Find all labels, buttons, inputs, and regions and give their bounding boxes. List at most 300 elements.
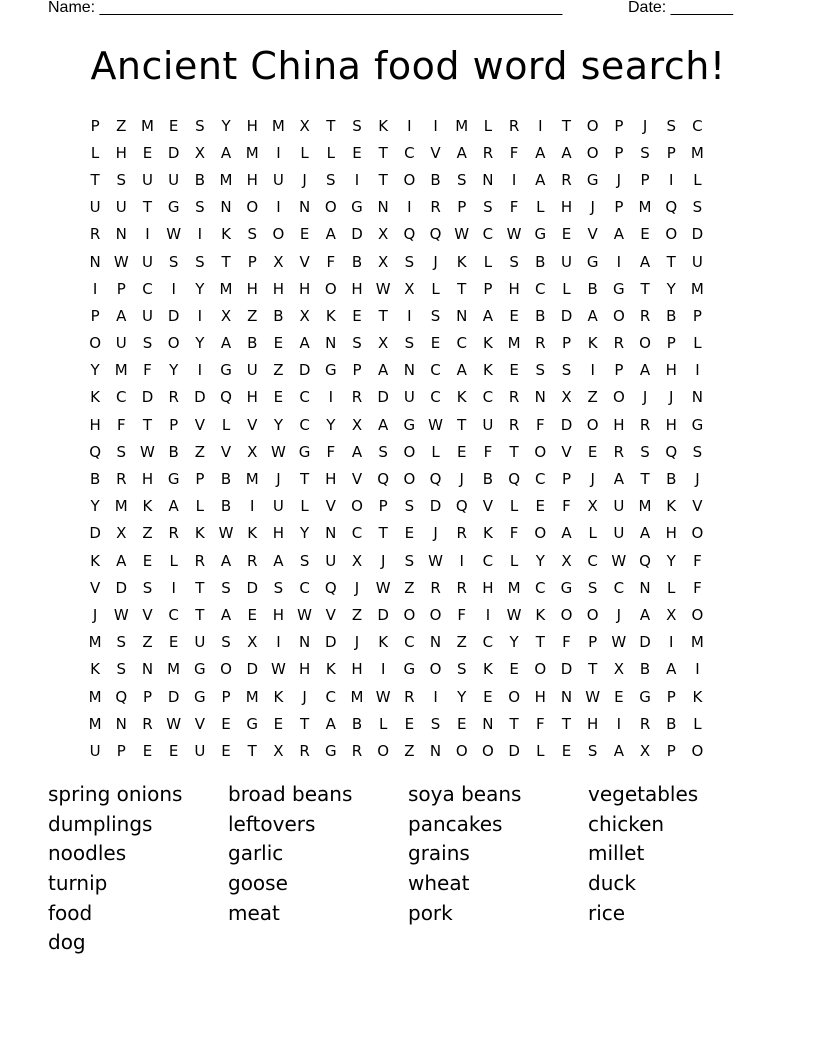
grid-letter[interactable]: T	[142, 415, 153, 434]
grid-letter[interactable]: H	[482, 578, 494, 597]
grid-letter[interactable]: S	[326, 170, 336, 189]
grid-letter[interactable]: M	[507, 334, 521, 353]
grid-letter[interactable]: Z	[194, 442, 205, 461]
grid-letter[interactable]: O	[691, 741, 704, 760]
grid-letter[interactable]: I	[354, 170, 360, 189]
grid-letter[interactable]: N	[456, 306, 468, 325]
grid-letter[interactable]: G	[586, 170, 599, 189]
grid-letter[interactable]: M	[690, 633, 704, 652]
grid-letter[interactable]: B	[535, 252, 546, 271]
grid-letter[interactable]: E	[352, 306, 362, 325]
grid-letter[interactable]: V	[194, 714, 205, 733]
grid-letter[interactable]: E	[483, 687, 493, 706]
grid-letter[interactable]: X	[299, 116, 310, 135]
grid-letter[interactable]: Z	[404, 741, 415, 760]
grid-letter[interactable]: T	[378, 306, 388, 325]
grid-letter[interactable]: K	[456, 388, 467, 407]
grid-letter[interactable]: P	[561, 334, 571, 353]
grid-letter[interactable]: D	[89, 524, 101, 543]
grid-letter[interactable]: W	[375, 578, 391, 597]
grid-letter[interactable]: H	[141, 470, 154, 489]
grid-letter[interactable]: U	[194, 633, 206, 652]
grid-letter[interactable]: M	[219, 279, 233, 298]
grid-letter[interactable]: C	[535, 279, 546, 298]
grid-letter[interactable]: N	[482, 170, 494, 189]
grid-letter[interactable]: R	[639, 415, 651, 434]
grid-letter[interactable]: F	[509, 143, 519, 162]
grid-letter[interactable]: G	[534, 225, 547, 244]
grid-letter[interactable]: O	[455, 741, 468, 760]
grid-letter[interactable]: R	[508, 415, 520, 434]
grid-letter[interactable]: R	[535, 334, 546, 353]
grid-letter[interactable]: P	[483, 279, 493, 298]
grid-letter[interactable]: T	[588, 660, 598, 679]
grid-letter[interactable]: P	[90, 306, 100, 325]
grid-letter[interactable]: B	[89, 470, 101, 489]
grid-letter[interactable]: F	[509, 524, 519, 543]
grid-letter[interactable]: A	[666, 660, 677, 679]
grid-letter[interactable]: X	[351, 551, 363, 570]
grid-letter[interactable]: C	[299, 578, 310, 597]
grid-letter[interactable]: O	[586, 116, 599, 135]
grid-letter[interactable]: C	[613, 578, 625, 597]
grid-letter[interactable]: Q	[429, 470, 442, 489]
grid-letter[interactable]: W	[428, 551, 443, 570]
grid-letter[interactable]: S	[509, 252, 519, 271]
grid-letter[interactable]: S	[247, 225, 257, 244]
grid-letter[interactable]: U	[325, 551, 337, 570]
grid-letter[interactable]: P	[614, 116, 624, 135]
grid-letter[interactable]: R	[613, 442, 625, 461]
grid-letter[interactable]: S	[404, 551, 415, 570]
grid-letter[interactable]: B	[666, 470, 677, 489]
grid-letter[interactable]: T	[509, 714, 519, 733]
grid-letter[interactable]: T	[326, 116, 336, 135]
grid-letter[interactable]: W	[585, 687, 601, 706]
grid-letter[interactable]: A	[639, 252, 651, 271]
grid-letter[interactable]: B	[482, 470, 494, 489]
grid-letter[interactable]: X	[587, 497, 598, 516]
grid-letter[interactable]: A	[535, 143, 546, 162]
grid-letter[interactable]: F	[509, 198, 519, 217]
grid-letter[interactable]: N	[560, 687, 573, 706]
grid-letter[interactable]: G	[639, 687, 651, 706]
grid-letter[interactable]: K	[325, 306, 336, 325]
grid-letter[interactable]: D	[508, 741, 520, 760]
grid-letter[interactable]: N	[403, 361, 415, 380]
grid-letter[interactable]: D	[246, 660, 258, 679]
grid-letter[interactable]: R	[404, 687, 415, 706]
grid-letter[interactable]: V	[587, 225, 598, 244]
grid-letter[interactable]: L	[483, 252, 493, 271]
grid-letter[interactable]: A	[116, 306, 127, 325]
grid-letter[interactable]: E	[168, 741, 179, 760]
grid-letter[interactable]: E	[299, 225, 310, 244]
grid-letter[interactable]: I	[695, 660, 700, 679]
grid-letter[interactable]: B	[168, 442, 179, 461]
grid-letter[interactable]: O	[324, 279, 337, 298]
grid-letter[interactable]: V	[89, 578, 101, 597]
grid-letter[interactable]: M	[245, 687, 259, 706]
grid-letter[interactable]: P	[588, 633, 598, 652]
grid-letter[interactable]: E	[142, 741, 153, 760]
grid-letter[interactable]: V	[482, 497, 494, 516]
grid-letter[interactable]: X	[378, 225, 389, 244]
grid-letter[interactable]: L	[169, 551, 178, 570]
grid-letter[interactable]: J	[590, 198, 595, 217]
grid-letter[interactable]: E	[273, 388, 284, 407]
grid-letter[interactable]: D	[141, 388, 154, 407]
grid-letter[interactable]: Z	[404, 578, 415, 597]
grid-letter[interactable]: F	[535, 415, 545, 434]
grid-letter[interactable]: A	[273, 551, 284, 570]
grid-letter[interactable]: O	[665, 225, 678, 244]
grid-letter[interactable]: D	[167, 143, 180, 162]
grid-letter[interactable]: K	[142, 497, 153, 516]
grid-letter[interactable]: X	[220, 306, 232, 325]
grid-letter[interactable]: F	[116, 415, 126, 434]
grid-letter[interactable]: Y	[90, 497, 100, 516]
grid-letter[interactable]: Z	[142, 633, 153, 652]
grid-letter[interactable]: Z	[142, 524, 153, 543]
grid-letter[interactable]: V	[430, 143, 441, 162]
grid-letter[interactable]: S	[666, 116, 676, 135]
grid-letter[interactable]: M	[167, 660, 181, 679]
grid-letter[interactable]: E	[430, 334, 441, 353]
grid-letter[interactable]: S	[587, 578, 598, 597]
grid-letter[interactable]: N	[298, 198, 311, 217]
grid-letter[interactable]: K	[456, 252, 467, 271]
grid-letter[interactable]: J	[642, 116, 648, 135]
grid-letter[interactable]: M	[245, 470, 259, 489]
grid-letter[interactable]: S	[142, 334, 153, 353]
grid-letter[interactable]: Z	[587, 388, 598, 407]
grid-letter[interactable]: H	[560, 198, 573, 217]
grid-letter[interactable]: A	[456, 361, 467, 380]
grid-letter[interactable]: B	[666, 714, 677, 733]
grid-letter[interactable]: C	[482, 633, 494, 652]
grid-letter[interactable]: D	[325, 633, 337, 652]
grid-letter[interactable]: T	[457, 279, 467, 298]
grid-letter[interactable]: M	[219, 170, 233, 189]
grid-letter[interactable]: P	[247, 252, 257, 271]
grid-letter[interactable]: F	[693, 551, 702, 570]
grid-letter[interactable]: X	[247, 633, 258, 652]
grid-letter[interactable]: L	[562, 279, 571, 298]
grid-letter[interactable]: L	[431, 279, 440, 298]
grid-letter[interactable]: H	[351, 279, 363, 298]
grid-letter[interactable]: E	[456, 442, 467, 461]
grid-letter[interactable]: C	[482, 225, 494, 244]
grid-letter[interactable]: W	[140, 442, 155, 461]
grid-letter[interactable]: I	[485, 605, 491, 624]
grid-letter[interactable]: L	[300, 143, 309, 162]
grid-letter[interactable]: C	[142, 279, 153, 298]
grid-letter[interactable]: M	[245, 143, 259, 162]
grid-letter[interactable]: F	[483, 442, 493, 461]
grid-letter[interactable]: H	[298, 660, 311, 679]
grid-letter[interactable]: U	[560, 252, 572, 271]
grid-letter[interactable]: C	[404, 143, 415, 162]
grid-letter[interactable]: Y	[666, 551, 676, 570]
grid-letter[interactable]: W	[297, 605, 313, 624]
grid-letter[interactable]: I	[197, 225, 203, 244]
grid-letter[interactable]: E	[273, 334, 284, 353]
grid-letter[interactable]: A	[613, 741, 624, 760]
grid-letter[interactable]: E	[509, 361, 519, 380]
grid-letter[interactable]: O	[691, 605, 704, 624]
grid-letter[interactable]: L	[667, 578, 676, 597]
grid-letter[interactable]: V	[692, 497, 703, 516]
grid-letter[interactable]: J	[433, 252, 438, 271]
grid-letter[interactable]: T	[509, 442, 519, 461]
grid-letter[interactable]: I	[197, 361, 203, 380]
grid-letter[interactable]: R	[351, 741, 363, 760]
grid-letter[interactable]: S	[692, 198, 703, 217]
grid-letter[interactable]: H	[246, 170, 258, 189]
grid-letter[interactable]: X	[378, 334, 389, 353]
grid-letter[interactable]: Z	[247, 306, 258, 325]
grid-letter[interactable]: J	[354, 578, 360, 597]
grid-letter[interactable]: R	[247, 551, 258, 570]
grid-letter[interactable]: M	[271, 116, 285, 135]
grid-letter[interactable]: D	[429, 497, 442, 516]
grid-letter[interactable]: X	[404, 279, 415, 298]
grid-letter[interactable]: X	[299, 306, 310, 325]
grid-letter[interactable]: L	[693, 714, 702, 733]
grid-letter[interactable]: I	[407, 116, 412, 135]
grid-letter[interactable]: F	[326, 252, 336, 271]
grid-letter[interactable]: I	[669, 633, 674, 652]
grid-letter[interactable]: R	[430, 198, 441, 217]
grid-letter[interactable]: S	[221, 633, 231, 652]
grid-letter[interactable]: G	[167, 198, 180, 217]
grid-letter[interactable]: E	[561, 741, 572, 760]
grid-letter[interactable]: U	[246, 361, 258, 380]
grid-letter[interactable]: R	[508, 388, 520, 407]
grid-letter[interactable]: F	[326, 442, 336, 461]
grid-letter[interactable]: R	[142, 714, 153, 733]
grid-letter[interactable]: O	[89, 334, 101, 353]
grid-letter[interactable]: D	[246, 578, 258, 597]
grid-letter[interactable]: D	[194, 388, 206, 407]
grid-letter[interactable]: S	[640, 442, 650, 461]
grid-letter[interactable]: Y	[666, 279, 676, 298]
grid-letter[interactable]: I	[171, 578, 176, 597]
grid-letter[interactable]: I	[145, 225, 150, 244]
grid-letter[interactable]: I	[276, 143, 281, 162]
grid-letter[interactable]: U	[613, 497, 625, 516]
grid-letter[interactable]: D	[560, 306, 573, 325]
grid-letter[interactable]: A	[220, 143, 232, 162]
grid-letter[interactable]: U	[613, 524, 625, 543]
grid-letter[interactable]: J	[302, 687, 307, 706]
grid-letter[interactable]: J	[616, 605, 622, 624]
grid-letter[interactable]: N	[691, 388, 704, 407]
grid-letter[interactable]: I	[276, 198, 281, 217]
grid-letter[interactable]: Q	[89, 442, 101, 461]
grid-letter[interactable]: O	[482, 741, 494, 760]
grid-letter[interactable]: G	[691, 415, 704, 434]
grid-letter[interactable]: Q	[220, 388, 232, 407]
grid-letter[interactable]: M	[507, 578, 521, 597]
grid-letter[interactable]: O	[403, 442, 416, 461]
grid-letter[interactable]: V	[194, 415, 205, 434]
grid-letter[interactable]: R	[168, 388, 179, 407]
grid-letter[interactable]: T	[640, 470, 650, 489]
grid-letter[interactable]: D	[115, 578, 128, 597]
grid-letter[interactable]: D	[377, 605, 389, 624]
grid-letter[interactable]: J	[302, 170, 307, 189]
grid-letter[interactable]: W	[218, 524, 234, 543]
grid-letter[interactable]: W	[375, 687, 391, 706]
grid-letter[interactable]: N	[141, 660, 154, 679]
grid-letter[interactable]: W	[166, 714, 182, 733]
grid-letter[interactable]: T	[561, 116, 572, 135]
grid-letter[interactable]: S	[195, 116, 205, 135]
grid-letter[interactable]: T	[457, 415, 467, 434]
grid-letter[interactable]: Q	[324, 578, 337, 597]
grid-letter[interactable]: D	[560, 415, 573, 434]
grid-letter[interactable]: X	[273, 741, 284, 760]
grid-letter[interactable]: O	[560, 605, 573, 624]
grid-letter[interactable]: S	[561, 361, 572, 380]
grid-letter[interactable]: A	[482, 306, 494, 325]
grid-letter[interactable]: R	[456, 578, 467, 597]
grid-letter[interactable]: G	[298, 442, 311, 461]
grid-letter[interactable]: M	[455, 116, 469, 135]
grid-letter[interactable]: L	[221, 415, 231, 434]
grid-letter[interactable]: H	[351, 660, 363, 679]
grid-letter[interactable]: Q	[665, 442, 678, 461]
grid-letter[interactable]: N	[115, 225, 127, 244]
grid-letter[interactable]: A	[587, 306, 598, 325]
grid-letter[interactable]: Z	[456, 633, 467, 652]
grid-letter[interactable]: A	[378, 415, 389, 434]
grid-letter[interactable]: S	[116, 660, 127, 679]
grid-letter[interactable]: L	[326, 143, 335, 162]
grid-letter[interactable]: U	[89, 741, 101, 760]
grid-letter[interactable]: U	[691, 252, 703, 271]
grid-letter[interactable]: Y	[300, 524, 310, 543]
grid-letter[interactable]: P	[561, 470, 571, 489]
grid-letter[interactable]: H	[272, 524, 285, 543]
grid-letter[interactable]: A	[613, 470, 624, 489]
grid-letter[interactable]: W	[428, 415, 443, 434]
grid-letter[interactable]: H	[272, 605, 285, 624]
grid-letter[interactable]: L	[536, 198, 545, 217]
grid-letter[interactable]: O	[403, 605, 416, 624]
grid-letter[interactable]: B	[430, 170, 441, 189]
grid-letter[interactable]: K	[692, 687, 703, 706]
grid-letter[interactable]: E	[640, 225, 650, 244]
grid-letter[interactable]: N	[220, 198, 232, 217]
grid-letter[interactable]: S	[535, 361, 546, 380]
grid-letter[interactable]: N	[482, 714, 494, 733]
grid-letter[interactable]: O	[403, 170, 416, 189]
grid-letter[interactable]: O	[586, 143, 599, 162]
grid-letter[interactable]: C	[430, 388, 441, 407]
grid-letter[interactable]: K	[378, 633, 389, 652]
grid-letter[interactable]: O	[534, 442, 547, 461]
grid-letter[interactable]: E	[221, 714, 231, 733]
grid-letter[interactable]: I	[197, 306, 203, 325]
grid-letter[interactable]: W	[454, 225, 470, 244]
grid-letter[interactable]: S	[430, 714, 441, 733]
grid-letter[interactable]: H	[246, 116, 258, 135]
grid-letter[interactable]: E	[142, 551, 153, 570]
grid-letter[interactable]: O	[586, 605, 599, 624]
grid-letter[interactable]: U	[272, 497, 284, 516]
grid-letter[interactable]: P	[666, 334, 676, 353]
grid-letter[interactable]: H	[272, 279, 285, 298]
grid-letter[interactable]: I	[380, 660, 386, 679]
grid-letter[interactable]: X	[351, 415, 363, 434]
grid-letter[interactable]: J	[433, 524, 438, 543]
grid-letter[interactable]: C	[535, 470, 546, 489]
grid-letter[interactable]: H	[89, 415, 101, 434]
grid-letter[interactable]: B	[351, 252, 363, 271]
grid-letter[interactable]: K	[325, 660, 336, 679]
grid-letter[interactable]: G	[220, 361, 232, 380]
grid-letter[interactable]: B	[247, 334, 258, 353]
grid-letter[interactable]: G	[194, 660, 206, 679]
grid-letter[interactable]: L	[693, 170, 702, 189]
grid-letter[interactable]: S	[195, 252, 205, 271]
grid-letter[interactable]: Y	[273, 415, 283, 434]
grid-letter[interactable]: B	[273, 306, 284, 325]
grid-letter[interactable]: C	[116, 388, 127, 407]
grid-letter[interactable]: Y	[195, 334, 205, 353]
grid-letter[interactable]: S	[640, 143, 650, 162]
grid-letter[interactable]: O	[691, 524, 704, 543]
grid-letter[interactable]: O	[403, 470, 416, 489]
grid-letter[interactable]: K	[666, 497, 677, 516]
grid-letter[interactable]: N	[639, 578, 651, 597]
grid-letter[interactable]: V	[220, 442, 232, 461]
grid-letter[interactable]: J	[380, 551, 386, 570]
grid-letter[interactable]: K	[482, 660, 493, 679]
grid-letter[interactable]: S	[404, 252, 415, 271]
grid-letter[interactable]: N	[429, 633, 442, 652]
grid-letter[interactable]: N	[115, 714, 127, 733]
grid-letter[interactable]: X	[247, 442, 258, 461]
grid-letter[interactable]: G	[613, 279, 625, 298]
grid-letter[interactable]: A	[561, 524, 572, 543]
grid-letter[interactable]: N	[534, 388, 546, 407]
grid-letter[interactable]: R	[482, 143, 494, 162]
grid-letter[interactable]: X	[561, 551, 572, 570]
grid-letter[interactable]: E	[247, 605, 257, 624]
grid-letter[interactable]: X	[378, 252, 389, 271]
grid-letter[interactable]: F	[562, 633, 571, 652]
grid-letter[interactable]: E	[221, 741, 231, 760]
grid-letter[interactable]: P	[614, 198, 624, 217]
grid-letter[interactable]: W	[113, 605, 129, 624]
grid-letter[interactable]: I	[433, 687, 438, 706]
grid-letter[interactable]: B	[351, 714, 363, 733]
grid-letter[interactable]: R	[456, 524, 467, 543]
grid-letter[interactable]: S	[273, 578, 284, 597]
grid-letter[interactable]: S	[483, 198, 493, 217]
grid-letter[interactable]: F	[562, 497, 571, 516]
grid-letter[interactable]: M	[140, 116, 154, 135]
grid-letter[interactable]: T	[561, 714, 572, 733]
grid-letter[interactable]: B	[220, 497, 232, 516]
grid-letter[interactable]: S	[352, 334, 362, 353]
grid-letter[interactable]: D	[167, 687, 180, 706]
grid-letter[interactable]: W	[611, 633, 627, 652]
